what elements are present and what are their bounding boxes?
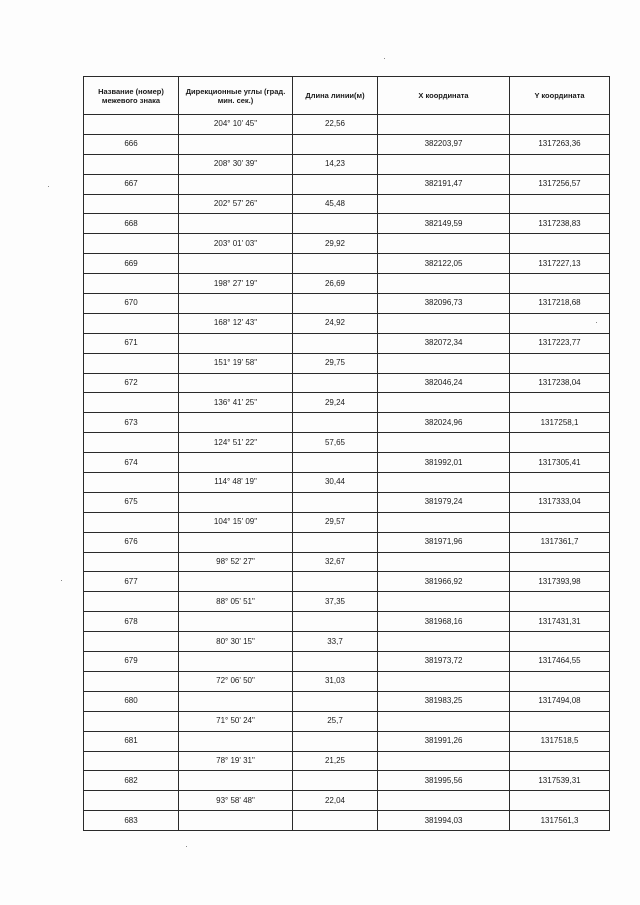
scan-speck: [596, 322, 597, 323]
point-row: [84, 413, 610, 433]
cell-y: 1317305,41: [510, 453, 610, 473]
cell-y: [510, 313, 610, 333]
cell-y: [510, 552, 610, 572]
cell-y: [510, 154, 610, 174]
cell-x: 381973,72: [378, 652, 510, 672]
cell-angle: [179, 492, 293, 512]
cell-angle: [179, 134, 293, 154]
cell-y: 1317238,83: [510, 214, 610, 234]
table-header: [84, 77, 610, 115]
cell-length: 31,03: [293, 671, 378, 691]
cell-y: [510, 234, 610, 254]
cell-x: 381983,25: [378, 691, 510, 711]
cell-length: 29,57: [293, 512, 378, 532]
cell-angle: 198° 27' 19": [179, 274, 293, 294]
cell-angle: [179, 254, 293, 274]
cell-angle: 72° 06' 50": [179, 671, 293, 691]
point-row: [84, 214, 610, 234]
cell-length: [293, 572, 378, 592]
cell-y: 1317258,1: [510, 413, 610, 433]
segment-row: [84, 433, 610, 453]
cell-angle: [179, 453, 293, 473]
cell-x: 381971,96: [378, 532, 510, 552]
cell-length: 22,56: [293, 115, 378, 135]
cell-x: [378, 393, 510, 413]
cell-angle: 151° 19' 58": [179, 353, 293, 373]
cell-y: 1317223,77: [510, 333, 610, 353]
segment-row: [84, 353, 610, 373]
cell-name: [84, 711, 179, 731]
cell-angle: [179, 373, 293, 393]
scan-speck: [61, 580, 62, 581]
cell-y: 1317238,04: [510, 373, 610, 393]
segment-row: [84, 592, 610, 612]
cell-angle: 114° 48' 19": [179, 473, 293, 493]
cell-angle: [179, 174, 293, 194]
cell-angle: 78° 19' 31": [179, 751, 293, 771]
header-x: X координата: [378, 77, 510, 115]
header-y: Y координата: [510, 77, 610, 115]
cell-y: [510, 194, 610, 214]
cell-angle: 80° 30' 15": [179, 632, 293, 652]
cell-angle: [179, 691, 293, 711]
cell-name: [84, 353, 179, 373]
cell-name: 680: [84, 691, 179, 711]
cell-name: 678: [84, 612, 179, 632]
cell-y: 1317431,31: [510, 612, 610, 632]
cell-name: 676: [84, 532, 179, 552]
cell-y: 1317494,08: [510, 691, 610, 711]
cell-length: 30,44: [293, 473, 378, 493]
cell-length: [293, 174, 378, 194]
cell-x: [378, 274, 510, 294]
cell-name: 677: [84, 572, 179, 592]
segment-row: [84, 512, 610, 532]
segment-row: [84, 234, 610, 254]
cell-name: 668: [84, 214, 179, 234]
cell-name: [84, 234, 179, 254]
cell-x: [378, 671, 510, 691]
cell-y: 1317561,3: [510, 811, 610, 831]
cell-angle: 208° 30' 39": [179, 154, 293, 174]
cell-length: 37,35: [293, 592, 378, 612]
cell-x: 382203,97: [378, 134, 510, 154]
cell-y: [510, 632, 610, 652]
cell-y: [510, 433, 610, 453]
cell-name: [84, 274, 179, 294]
cell-x: 381992,01: [378, 453, 510, 473]
point-row: [84, 771, 610, 791]
cell-x: [378, 552, 510, 572]
cell-name: 669: [84, 254, 179, 274]
cell-x: [378, 194, 510, 214]
cell-y: [510, 473, 610, 493]
cell-angle: 104° 15' 09": [179, 512, 293, 532]
cell-length: [293, 532, 378, 552]
cell-y: [510, 393, 610, 413]
cell-angle: 204° 10' 45": [179, 115, 293, 135]
point-row: [84, 572, 610, 592]
cell-length: [293, 294, 378, 314]
cell-y: 1317333,04: [510, 492, 610, 512]
point-row: [84, 612, 610, 632]
point-row: [84, 691, 610, 711]
cell-length: [293, 134, 378, 154]
cell-x: 382122,05: [378, 254, 510, 274]
cell-x: [378, 791, 510, 811]
point-row: [84, 294, 610, 314]
cell-name: [84, 791, 179, 811]
cell-angle: 124° 51' 22": [179, 433, 293, 453]
cell-name: 671: [84, 333, 179, 353]
cell-x: [378, 592, 510, 612]
cell-length: 57,65: [293, 433, 378, 453]
cell-y: 1317361,7: [510, 532, 610, 552]
cell-x: [378, 353, 510, 373]
cell-x: 381968,16: [378, 612, 510, 632]
cell-x: 381979,24: [378, 492, 510, 512]
cell-name: 682: [84, 771, 179, 791]
cell-y: [510, 592, 610, 612]
cell-name: [84, 751, 179, 771]
cell-name: [84, 512, 179, 532]
cell-x: 382096,73: [378, 294, 510, 314]
point-row: [84, 453, 610, 473]
header-name: Название (номер) межевого знака: [84, 77, 179, 115]
cell-length: [293, 453, 378, 473]
point-row: [84, 134, 610, 154]
cell-angle: [179, 731, 293, 751]
cell-x: 381994,03: [378, 811, 510, 831]
header-length: Длина линии(м): [293, 77, 378, 115]
cell-length: [293, 652, 378, 672]
cell-angle: 202° 57' 26": [179, 194, 293, 214]
cell-y: [510, 115, 610, 135]
cell-length: [293, 811, 378, 831]
cell-angle: 136° 41' 25": [179, 393, 293, 413]
cell-x: [378, 512, 510, 532]
point-row: [84, 373, 610, 393]
cell-length: [293, 214, 378, 234]
cell-length: 24,92: [293, 313, 378, 333]
cell-name: [84, 552, 179, 572]
cell-name: [84, 433, 179, 453]
cell-name: [84, 592, 179, 612]
point-row: [84, 254, 610, 274]
cell-x: 382046,24: [378, 373, 510, 393]
cell-name: [84, 194, 179, 214]
cell-y: [510, 711, 610, 731]
cell-x: 382149,59: [378, 214, 510, 234]
cell-x: 382191,47: [378, 174, 510, 194]
cell-y: 1317393,98: [510, 572, 610, 592]
cell-angle: [179, 652, 293, 672]
point-row: [84, 811, 610, 831]
cell-angle: [179, 294, 293, 314]
cell-y: 1317256,57: [510, 174, 610, 194]
cell-length: [293, 492, 378, 512]
cell-length: [293, 612, 378, 632]
segment-row: [84, 751, 610, 771]
segment-row: [84, 711, 610, 731]
cell-name: [84, 671, 179, 691]
point-row: [84, 174, 610, 194]
segment-row: [84, 274, 610, 294]
segment-row: [84, 791, 610, 811]
cell-name: [84, 473, 179, 493]
boundary-points-table: [83, 76, 610, 831]
cell-name: 672: [84, 373, 179, 393]
header-angle: Дирекционные углы (град. мин. сек.): [179, 77, 293, 115]
cell-y: 1317218,68: [510, 294, 610, 314]
point-row: [84, 731, 610, 751]
cell-x: 382024,96: [378, 413, 510, 433]
cell-x: [378, 632, 510, 652]
cell-y: [510, 791, 610, 811]
cell-angle: [179, 771, 293, 791]
segment-row: [84, 154, 610, 174]
cell-name: [84, 154, 179, 174]
cell-angle: [179, 214, 293, 234]
table-body: [84, 115, 610, 831]
cell-angle: [179, 572, 293, 592]
cell-y: 1317263,36: [510, 134, 610, 154]
cell-length: 29,75: [293, 353, 378, 373]
scan-speck: [48, 186, 49, 187]
cell-y: [510, 671, 610, 691]
cell-length: 14,23: [293, 154, 378, 174]
cell-name: 674: [84, 453, 179, 473]
cell-angle: 168° 12' 43": [179, 313, 293, 333]
cell-y: [510, 751, 610, 771]
cell-length: 26,69: [293, 274, 378, 294]
cell-angle: 203° 01' 03": [179, 234, 293, 254]
cell-angle: [179, 532, 293, 552]
cell-name: [84, 115, 179, 135]
cell-y: [510, 353, 610, 373]
cell-length: [293, 771, 378, 791]
cell-x: [378, 473, 510, 493]
cell-y: [510, 274, 610, 294]
cell-x: [378, 711, 510, 731]
point-row: [84, 652, 610, 672]
point-row: [84, 333, 610, 353]
cell-name: 675: [84, 492, 179, 512]
cell-angle: [179, 612, 293, 632]
cell-length: 29,24: [293, 393, 378, 413]
segment-row: [84, 632, 610, 652]
cell-angle: 71° 50' 24": [179, 711, 293, 731]
cell-name: 679: [84, 652, 179, 672]
cell-y: 1317518,5: [510, 731, 610, 751]
cell-name: 666: [84, 134, 179, 154]
cell-x: [378, 751, 510, 771]
scan-speck: [384, 58, 385, 59]
segment-row: [84, 552, 610, 572]
cell-length: 22,04: [293, 791, 378, 811]
cell-x: [378, 154, 510, 174]
cell-length: [293, 254, 378, 274]
point-row: [84, 532, 610, 552]
point-row: [84, 492, 610, 512]
cell-x: [378, 115, 510, 135]
cell-length: 45,48: [293, 194, 378, 214]
segment-row: [84, 194, 610, 214]
segment-row: [84, 313, 610, 333]
segment-row: [84, 393, 610, 413]
cell-x: [378, 234, 510, 254]
cell-length: 21,25: [293, 751, 378, 771]
cell-x: [378, 313, 510, 333]
cell-x: 382072,34: [378, 333, 510, 353]
cell-length: 33,7: [293, 632, 378, 652]
cell-name: 683: [84, 811, 179, 831]
cell-length: [293, 333, 378, 353]
scan-speck: [186, 846, 187, 847]
cell-angle: 93° 58' 48": [179, 791, 293, 811]
cell-name: 673: [84, 413, 179, 433]
cell-angle: 98° 52' 27": [179, 552, 293, 572]
cell-name: [84, 393, 179, 413]
cell-y: 1317539,31: [510, 771, 610, 791]
cell-angle: [179, 413, 293, 433]
cell-name: [84, 632, 179, 652]
cell-name: 670: [84, 294, 179, 314]
cell-length: [293, 731, 378, 751]
cell-x: [378, 433, 510, 453]
header-row: [84, 77, 610, 115]
cell-y: [510, 512, 610, 532]
cell-length: 25,7: [293, 711, 378, 731]
cell-length: 29,92: [293, 234, 378, 254]
cell-y: 1317464,55: [510, 652, 610, 672]
cell-length: [293, 413, 378, 433]
cell-angle: [179, 811, 293, 831]
segment-row: [84, 473, 610, 493]
segment-row: [84, 671, 610, 691]
cell-x: 381991,26: [378, 731, 510, 751]
cell-name: 667: [84, 174, 179, 194]
cell-x: 381995,56: [378, 771, 510, 791]
cell-length: 32,67: [293, 552, 378, 572]
cell-angle: [179, 333, 293, 353]
cell-length: [293, 373, 378, 393]
cell-length: [293, 691, 378, 711]
cell-name: 681: [84, 731, 179, 751]
segment-row: [84, 115, 610, 135]
cell-y: 1317227,13: [510, 254, 610, 274]
cell-name: [84, 313, 179, 333]
cell-x: 381966,92: [378, 572, 510, 592]
cell-angle: 88° 05' 51": [179, 592, 293, 612]
